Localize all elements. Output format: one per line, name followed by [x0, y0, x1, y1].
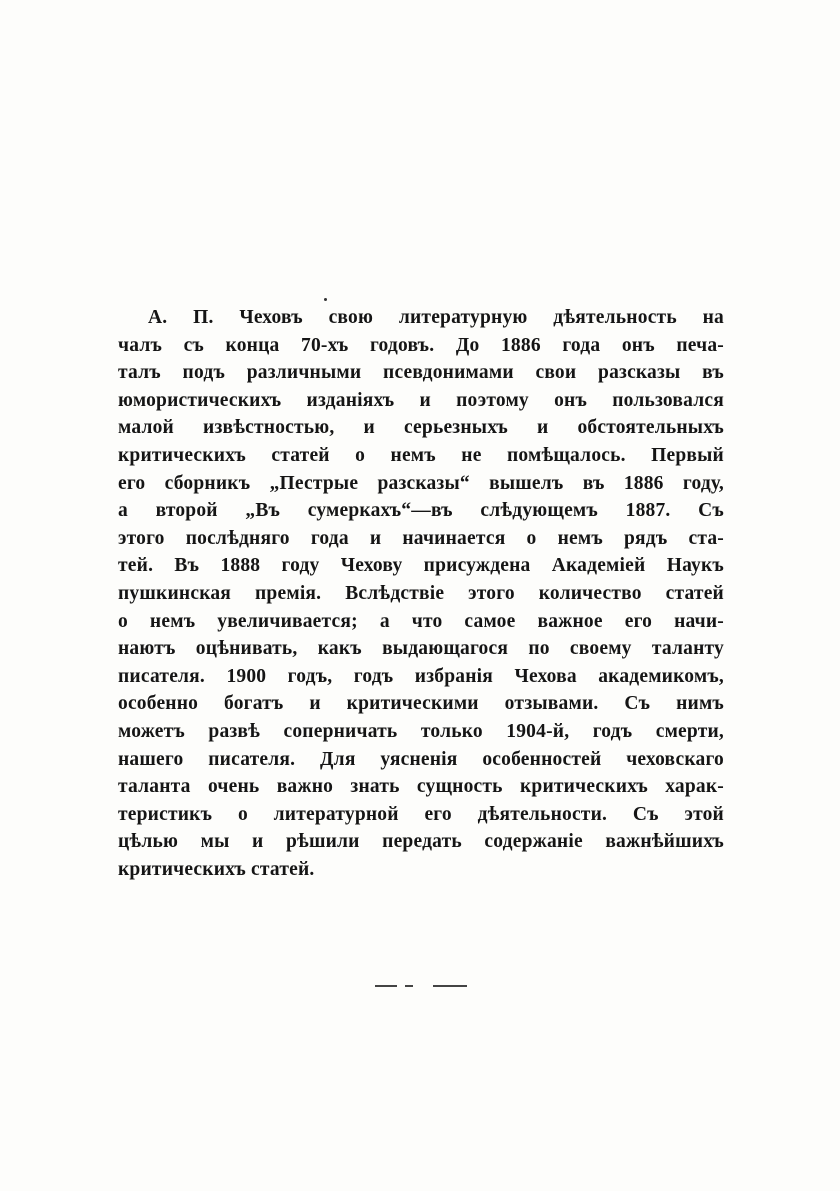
paragraph-line: нашего писателя. Для уясненія особенностей чеховскаго	[118, 748, 724, 770]
paragraph-line: малой извѣстностью, и серьезныхъ и обстоятельныхъ	[118, 417, 724, 439]
paragraph-line: особенно богатъ и критическими отзывами. Съ нимъ	[118, 693, 724, 715]
paragraph-line: чалъ съ конца 70-хъ годовъ. До 1886 года онъ печа-	[118, 334, 724, 356]
paragraph-line: критическихъ статей о немъ не помѣщалось. Первый	[118, 444, 724, 466]
paragraph-line: тей. Въ 1888 году Чехову присуждена Академіей Наукъ	[118, 555, 724, 577]
paragraph-line: пушкинская премія. Вслѣдствіе этого количество статей	[118, 582, 724, 604]
paragraph-line: его сборникъ „Пестрые разсказы“ вышелъ въ 1886 году,	[118, 472, 724, 494]
paragraph-line: талъ подъ различными псевдонимами свои разсказы въ	[118, 362, 724, 384]
body-paragraph	[118, 304, 724, 883]
paragraph-line: можетъ развѣ соперничать только 1904-й, годъ смерти,	[118, 720, 724, 742]
section-end-rule	[375, 985, 467, 988]
paragraph-line: писателя. 1900 годъ, годъ избранія Чехова академикомъ,	[118, 665, 724, 687]
paragraph-line: А. П. Чеховъ свою литературную дѣятельность на	[148, 307, 724, 328]
paragraph-line: юмористическихъ изданіяхъ и поэтому онъ пользовался	[118, 389, 724, 411]
paragraph-line: таланта очень важно знать сущность критическихъ харак-	[118, 776, 724, 798]
paragraph-line: этого послѣдняго года и начинается о немъ рядъ ста-	[118, 527, 724, 549]
paragraph-line: а второй „Въ сумеркахъ“—въ слѣдующемъ 1887. Съ	[118, 500, 724, 522]
ink-speck	[324, 298, 327, 301]
paragraph-line: о немъ увеличивается; а что самое важное его начи-	[118, 610, 724, 632]
paragraph-line: наютъ оцѣнивать, какъ выдающагося по своему таланту	[118, 638, 724, 660]
paragraph-line: теристикъ о литературной его дѣятельности. Съ этой	[118, 803, 724, 825]
paragraph-line: критическихъ статей.	[118, 858, 315, 880]
paragraph-line: цѣлью мы и рѣшили передать содержаніе важнѣйшихъ	[118, 831, 724, 853]
